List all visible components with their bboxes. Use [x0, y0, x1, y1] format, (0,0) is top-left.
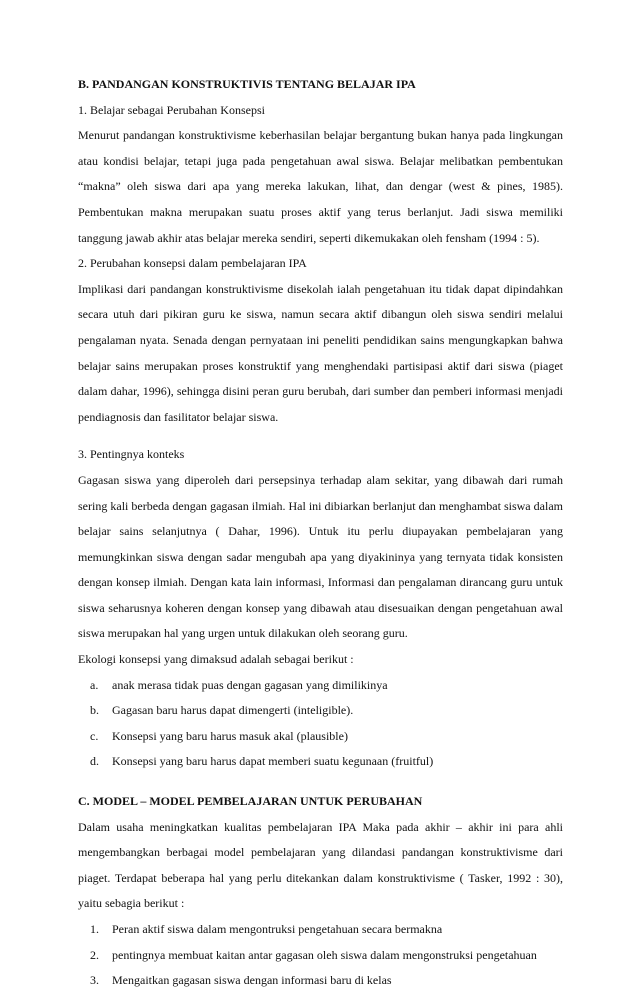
- subsection-3-title: 3. Pentingnya konteks: [78, 447, 185, 462]
- list-item-text: Gagasan baru harus dapat dimengerti (inteligible).: [112, 703, 354, 718]
- list-item: [78, 673, 563, 699]
- list-marker: b.: [90, 703, 99, 718]
- subsection-1-paragraph: Menurut pandangan konstruktivisme keberhasilan belajar bergantung bukan hanya pada lingkungan atau kondisi belajar, tetapi juga pada pengetahuan awal siswa. Belajar melibatkan pembentukan “makna” oleh siswa dari apa yang mereka lakukan, lihat, dan dengar (west & pines, 1985). Pembentukan makna merupakan suatu proses aktif yang terus berlanjut. Jadi siswa memiliki tanggung jawab akhir atas belajar mereka sendiri, seperti dikemukakan oleh fensham (1994 : 5).: [78, 128, 563, 245]
- list-marker: d.: [90, 754, 99, 769]
- constructivism-list: [78, 917, 563, 994]
- list-marker: a.: [90, 677, 99, 692]
- list-marker: c.: [90, 728, 99, 743]
- subsection-2-paragraph: Implikasi dari pandangan konstruktivisme disekolah ialah pengetahuan itu tidak dapat dipindahkan secara utuh dari pikiran guru ke siswa, namun secara aktif dibangun oleh siswa sendiri melalui pengalaman nyata. Senada dengan pernyataan ini peneliti pendidikan sains mengungkapkan bahwa belajar sains merupakan proses konstruktif yang menghendaki partisipasi aktif dari siswa (piaget dalam dahar, 1996), sehingga disini peran guru berubah, dari sumber dan pemberi informasi menjadi pendiagnosis dan fasilitator belajar siswa.: [78, 281, 563, 424]
- list-item: [78, 698, 563, 724]
- list-item: [78, 943, 563, 969]
- list-item-text: Konsepsi yang baru harus masuk akal (plausible): [112, 728, 348, 743]
- spacer: [78, 775, 563, 789]
- section-b-title: B. PANDANGAN KONSTRUKTIVIS TENTANG BELAJAR IPA: [78, 77, 416, 91]
- list-item: [78, 724, 563, 750]
- section-c-paragraph: Dalam usaha meningkatkan kualitas pembelajaran IPA Maka pada akhir – akhir ini para ahli mengembangkan berbagai model pembelajaran yang dilandasi pandangan konstruktivisme dari piaget. Terdapat beberapa hal yang perlu ditekankan dalam konstruktivisme ( Tasker, 1992 : 30), yaitu sebagia berikut :: [78, 819, 563, 911]
- list-item-text: anak merasa tidak puas dengan gagasan yang dimilikinya: [112, 677, 388, 692]
- subsection-3-intro: Ekologi konsepsi yang dimaksud adalah sebagai berikut :: [78, 652, 354, 667]
- subsection-2-title: 2. Perubahan konsepsi dalam pembelajaran IPA: [78, 256, 307, 271]
- list-marker: 3.: [90, 973, 99, 988]
- list-marker: 1.: [90, 922, 99, 936]
- list-item: [78, 749, 563, 775]
- list-item-text: Konsepsi yang baru harus dapat memberi suatu kegunaan (fruitful): [112, 754, 434, 769]
- spacer: [78, 430, 563, 442]
- list-marker: 2.: [90, 947, 99, 962]
- list-item: [78, 968, 563, 994]
- list-item-text: pentingnya membuat kaitan antar gagasan oleh siswa dalam mengonstruksi pengetahuan: [112, 947, 537, 962]
- list-item-text: Mengaitkan gagasan siswa dengan informasi baru di kelas: [112, 973, 392, 988]
- subsection-3-paragraph: Gagasan siswa yang diperoleh dari persepsinya terhadap alam sekitar, yang dibawah dari rumah sering kali berbeda dengan gagasan ilmiah. Hal ini dibiarkan berlanjut dan menghambat siswa dalam belajar sains selanjutnya ( Dahar, 1996). Untuk itu perlu diupayakan pembelajaran yang memungkinkan siswa dengan sadar mengubah apa yang diyakininya yang ternyata tidak konsisten dengan konsep ilmiah. Dengan kata lain informasi, Informasi dan pengalaman dirancang guru untuk siswa seharusnya koheren dengan konsep yang dibawah atau disesuaikan dengan pengetahuan awal siswa merupakan hal yang urgen untuk dilakukan oleh seorang guru.: [78, 472, 563, 641]
- ecology-list: [78, 673, 563, 775]
- list-item-text: Peran aktif siswa dalam mengontruksi pengetahuan secara bermakna: [112, 922, 443, 936]
- subsection-1-title: 1. Belajar sebagai Perubahan Konsepsi: [78, 102, 265, 117]
- section-c-title: C. MODEL – MODEL PEMBELAJARAN UNTUK PERUBAHAN: [78, 794, 423, 809]
- list-item: [78, 917, 563, 943]
